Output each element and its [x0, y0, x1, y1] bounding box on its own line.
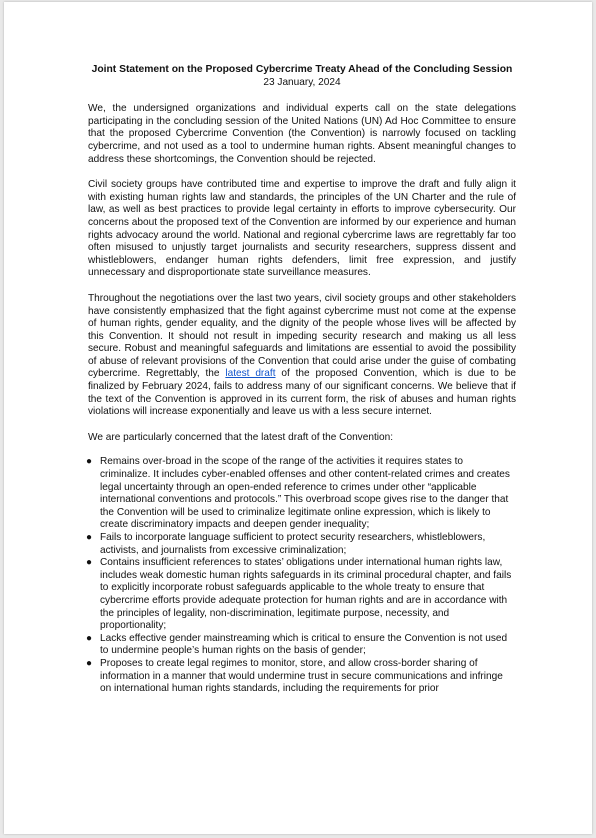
concerns-list — [88, 456, 516, 695]
document-date: 23 January, 2024 — [263, 76, 341, 88]
bullet-icon: ● — [86, 632, 93, 644]
list-item-text: Remains over-broad in the scope of the range of the activities it requires states to criminalize. It includes cyber-enabled offenses and other content-related crimes and creates legal uncertainty through an open-ended reference to crimes under other “applicable international conventions and protocols.” This overbroad scope gives rise to the danger that the Convention will be used to criminalize legitimate online expression, which is likely to create discriminatory impacts and deepen gender inequality; — [100, 456, 510, 531]
list-item-text: Fails to incorporate language sufficient to protect security researchers, whistleblowers, activists, and journalists from excessive criminalization; — [100, 532, 486, 556]
list-item-text: Contains insufficient references to states’ obligations under international human rights law, includes weak domestic human rights safeguards in its criminal procedural chapter, and fails to explicitly incorporate robust safeguards applicable to the whole treaty to ensure that cybercrime efforts provide adequate protection for human rights and are in accordance with the principles of legality, non-discrimination, legitimate purpose, necessity, and proportionality; — [100, 557, 512, 632]
latest-draft-link[interactable]: latest draft — [225, 368, 276, 380]
list-intro: We are particularly concerned that the latest draft of the Convention: — [88, 431, 394, 443]
list-item — [88, 557, 516, 633]
paragraph-negotiations-text-a: Throughout the negotiations over the last two years, civil society groups and other stakeholders have consistently emphasized that the fight against cybercrime must not come at the expense of human rights, gender equality, and the dignity of the people whose lives will be affected by this Convention. It should not result in impeding security research and making us all less secure. Robust and meaningful safeguards and limitations are essential to avoid the possibility of abuse of relevant provisions of the Convention that could arise under the guise of combating cybercrime. Regrettably, the — [88, 292, 516, 380]
paragraph-civil-society: Civil society groups have contributed time and expertise to improve the draft and fully align it with existing human rights law and standards, the principles of the UN Charter and the rule of law, as well as best practices to provide legal certainty in efforts to improve cybersecurity. Our concerns about the proposed text of the Convention are informed by our experience and human rights advocacy around the world. National and regional cybercrime laws are regrettably far too often misused to unjustly target journalists and security researchers, suppress dissent and whistleblowers, endanger human rights defenders, limit free expression, and justify unnecessary and disproportionate state surveillance measures. — [88, 179, 516, 279]
document-page — [4, 2, 592, 834]
bullet-icon: ● — [86, 557, 93, 569]
bullet-icon: ● — [86, 456, 93, 468]
document-title: Joint Statement on the Proposed Cybercrime Treaty Ahead of the Concluding Session — [91, 64, 513, 75]
list-item — [88, 658, 516, 696]
paragraph-intro: We, the undersigned organizations and individual experts call on the state delegations participating in the concluding session of the United Nations (UN) Ad Hoc Committee to ensure that the proposed Cybercrime Convention (the Convention) is narrowly focused on tackling cybercrime, and not used as a tool to undermine human rights. Absent meaningful changes to address these shortcomings, the Convention should be rejected. — [88, 103, 516, 165]
list-item — [88, 456, 516, 532]
bullet-icon: ● — [86, 532, 93, 543]
paragraph-negotiations — [88, 293, 516, 419]
list-item-text: Proposes to create legal regimes to monitor, store, and allow cross-border sharing of information in a manner that would undermine trust in secure communications and infringe on international human rights standards, including the requirements for prior — [100, 657, 503, 695]
paragraph-negotiations-text-b: of the proposed Convention, which is due to be finalized by February 2024, fails to address many of our significant concerns. We believe that if the text of the Convention is approved in its current form, the risk of abuses and human rights violations will increase exponentially and leave us with a less secure internet. — [88, 368, 516, 418]
list-item — [88, 532, 516, 557]
bullet-icon: ● — [86, 657, 93, 669]
list-item-text: Lacks effective gender mainstreaming which is critical to ensure the Convention is not used to undermine people’s human rights on the basis of gender; — [100, 632, 508, 657]
document-body — [88, 64, 516, 696]
list-item — [88, 633, 516, 658]
